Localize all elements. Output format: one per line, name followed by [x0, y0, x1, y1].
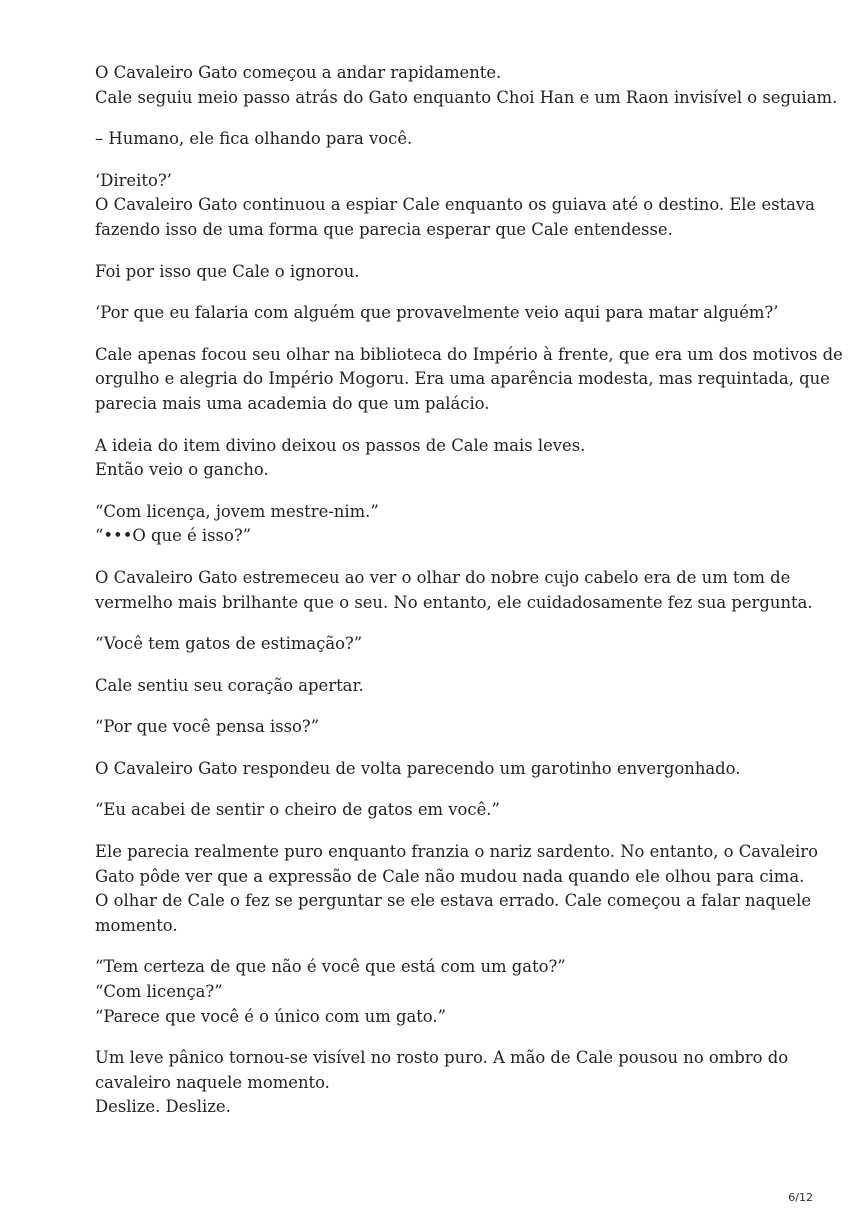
paragraph: [95, 500, 795, 549]
text-line: vermelho mais brilhante que o seu. No entanto, ele cuidadosamente fez sua pergunta.: [95, 592, 813, 612]
text-line: O olhar de Cale o fez se perguntar se ele estava errado. Cale começou a falar naquele: [95, 891, 812, 911]
text-line: “Com licença?”: [95, 982, 223, 1002]
paragraph: [95, 955, 795, 1029]
text-line: ‘Por que eu falaria com alguém que provavelmente veio aqui para matar alguém?’: [95, 303, 779, 323]
text-line: Então veio o gancho.: [95, 460, 269, 480]
text-line: Deslize. Deslize.: [95, 1097, 231, 1117]
paragraph: [95, 840, 818, 938]
paragraph: [95, 632, 795, 657]
text-line: orgulho e alegria do Império Mogoru. Era uma aparência modesta, mas requintada, que: [95, 369, 830, 389]
paragraph: [95, 674, 795, 699]
text-line: Um leve pânico tornou-se visível no rosto puro. A mão de Cale pousou no ombro do: [95, 1048, 789, 1068]
page-number: 6/12: [788, 1191, 813, 1204]
text-line: O Cavaleiro Gato continuou a espiar Cale enquanto os guiava até o destino. Ele estava: [95, 195, 815, 215]
text-line: “Você tem gatos de estimação?”: [95, 634, 363, 654]
text-line: Cale sentiu seu coração apertar.: [95, 675, 364, 695]
text-line: “Eu acabei de sentir o cheiro de gatos em você.”: [95, 800, 500, 820]
page-body-text: [95, 61, 843, 1137]
text-line: cavaleiro naquele momento.: [95, 1072, 330, 1092]
paragraph: [95, 798, 795, 823]
text-line: Cale apenas focou seu olhar na biblioteca do Império à frente, que era um dos motivos de: [95, 344, 843, 364]
paragraph: [95, 434, 795, 483]
text-line: A ideia do item divino deixou os passos de Cale mais leves.: [95, 435, 586, 455]
paragraph: [95, 61, 838, 110]
paragraph: [95, 757, 795, 782]
paragraph: [95, 1046, 795, 1120]
text-line: “Por que você pensa isso?”: [95, 717, 320, 737]
paragraph: [95, 169, 815, 243]
text-line: Cale seguiu meio passo atrás do Gato enquanto Choi Han e um Raon invisível o seguiam.: [95, 87, 838, 107]
text-line: ‘Direito?’: [95, 170, 172, 190]
text-line: “Tem certeza de que não é você que está com um gato?”: [95, 957, 566, 977]
paragraph: [95, 260, 795, 285]
paragraph: [95, 566, 813, 615]
text-line: Ele parecia realmente puro enquanto franzia o nariz sardento. No entanto, o Cavaleiro: [95, 842, 818, 862]
paragraph: [95, 127, 795, 152]
paragraph: [95, 301, 795, 326]
paragraph: [95, 343, 843, 417]
text-line: “Parece que você é o único com um gato.”: [95, 1006, 446, 1026]
text-line: O Cavaleiro Gato respondeu de volta parecendo um garotinho envergonhado.: [95, 758, 741, 778]
text-line: “Com licença, jovem mestre-nim.”: [95, 501, 379, 521]
text-line: Gato pôde ver que a expressão de Cale não mudou nada quando ele olhou para cima.: [95, 866, 805, 886]
text-line: momento.: [95, 915, 178, 935]
text-line: O Cavaleiro Gato estremeceu ao ver o olhar do nobre cujo cabelo era de um tom de: [95, 567, 791, 587]
text-line: parecia mais uma academia do que um palácio.: [95, 393, 490, 413]
text-line: “•••O que é isso?”: [95, 526, 251, 546]
text-line: – Humano, ele fica olhando para você.: [95, 129, 413, 149]
text-line: Foi por isso que Cale o ignorou.: [95, 261, 360, 281]
text-line: O Cavaleiro Gato começou a andar rapidamente.: [95, 63, 502, 82]
paragraph: [95, 715, 795, 740]
text-line: fazendo isso de uma forma que parecia esperar que Cale entendesse.: [95, 219, 673, 239]
